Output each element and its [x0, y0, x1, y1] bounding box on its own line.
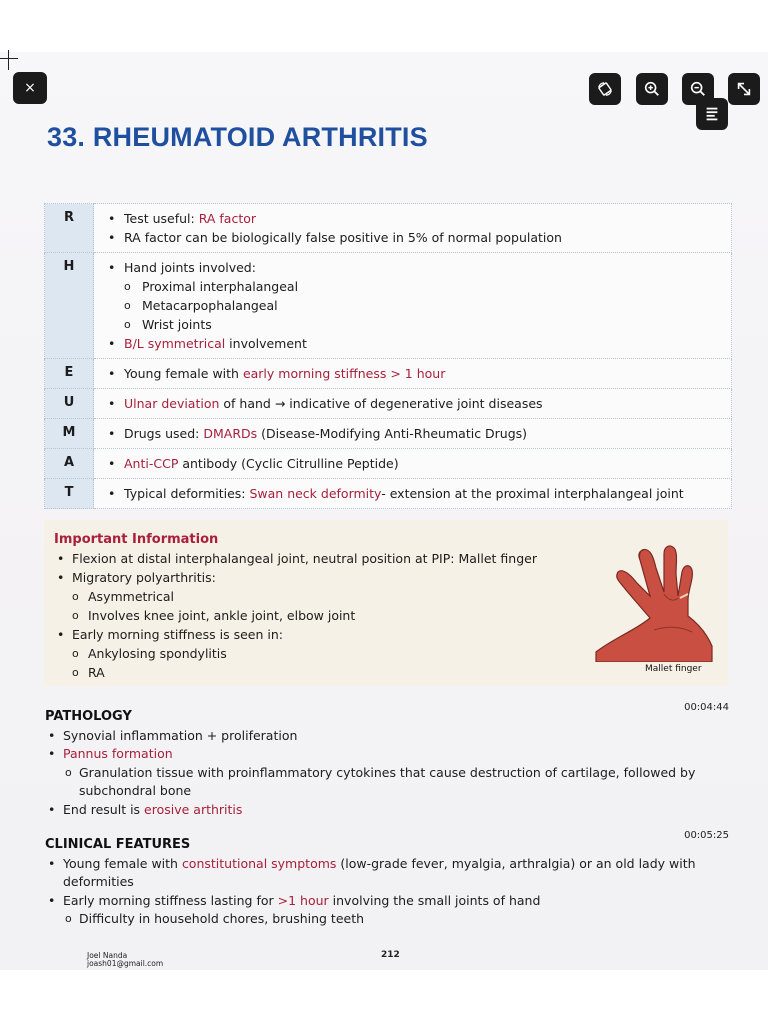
mnemonic-content: [94, 419, 732, 449]
list-item: o Ankylosing spondylitis: [54, 644, 574, 663]
mnemonic-letter: M: [45, 419, 94, 449]
document-page: [0, 52, 768, 970]
table-row: [45, 479, 732, 509]
mnemonic-letter: H: [45, 253, 94, 359]
list-item: • B/L symmetrical involvement: [106, 334, 723, 353]
list-item: • Young female with constitutional symptoms (low-grade fever, myalgia, arthralgia) or an old lady with: [45, 855, 729, 874]
footer-author: [87, 952, 163, 968]
mnemonic-letter: T: [45, 479, 94, 509]
mnemonic-content: [94, 204, 732, 253]
zoom-in-icon: [643, 80, 661, 98]
table-row: [45, 389, 732, 419]
table-row: [45, 359, 732, 389]
list-item: • Drugs used: DMARDs (Disease-Modifying Anti-Rheumatic Drugs): [106, 424, 723, 443]
list-item: o Asymmetrical: [54, 587, 574, 606]
list-item: • Synovial inflammation + proliferation: [45, 727, 729, 746]
list-item: o Wrist joints: [106, 315, 723, 334]
timestamp: 00:05:25: [684, 830, 729, 841]
pathology-section: [45, 702, 729, 819]
list-item-continued: subchondral bone: [79, 783, 192, 798]
mnemonic-table: [44, 203, 732, 509]
table-row: [45, 204, 732, 253]
expand-button[interactable]: [728, 73, 760, 105]
list-item: • Test useful: RA factor: [106, 209, 723, 228]
list-item: o Metacarpophalangeal: [106, 296, 723, 315]
mnemonic-letter: U: [45, 389, 94, 419]
info-title: Important Information: [54, 532, 219, 547]
table-row: [45, 253, 732, 359]
mnemonic-content: [94, 253, 732, 359]
rotate-icon: [596, 80, 614, 98]
list-item: • Flexion at distal interphalangeal joint, neutral position at PIP: Mallet finger: [54, 549, 574, 568]
list-item-continued: deformities: [63, 874, 134, 889]
list-item: o Difficulty in household chores, brushing teeth: [45, 910, 729, 929]
mnemonic-content: [94, 389, 732, 419]
author-email: joash01@gmail.com: [87, 959, 164, 968]
author-name: Joel Nanda: [87, 951, 128, 960]
list-item: • Typical deformities: Swan neck deformity- extension at the proximal interphalangeal joint: [106, 484, 723, 503]
list-item: • Early morning stiffness lasting for >1 hour involving the small joints of hand: [45, 892, 729, 911]
table-row: [45, 419, 732, 449]
mnemonic-content: [94, 359, 732, 389]
list-item: o Involves knee joint, ankle joint, elbow joint: [54, 606, 574, 625]
mnemonic-letter: A: [45, 449, 94, 479]
important-info-box: [44, 520, 728, 686]
mnemonic-content: [94, 479, 732, 509]
image-caption: Mallet finger: [645, 664, 702, 674]
rotate-button[interactable]: [589, 73, 621, 105]
list-item: • Ulnar deviation of hand → indicative of degenerative joint diseases: [106, 394, 723, 413]
mnemonic-letter: R: [45, 204, 94, 253]
info-list: [54, 549, 574, 682]
mallet-finger-image: [584, 534, 714, 662]
clinical-features-section: [45, 830, 729, 929]
list-item: • RA factor can be biologically false positive in 5% of normal population: [106, 228, 723, 247]
list-item: o RA: [54, 663, 574, 682]
close-button[interactable]: [13, 72, 47, 104]
list-item: • Early morning stiffness is seen in:: [54, 625, 574, 644]
list-item: • Young female with early morning stiffness > 1 hour: [106, 364, 723, 383]
list-item: o Proximal interphalangeal: [106, 277, 723, 296]
list-item: • Migratory polyarthritis:: [54, 568, 574, 587]
list-item: • End result is erosive arthritis: [45, 801, 729, 820]
page-number: 212: [381, 950, 400, 960]
list-item: • Hand joints involved:: [106, 258, 723, 277]
crop-mark: [8, 50, 9, 70]
close-icon: ×: [24, 80, 36, 96]
document-outline-button[interactable]: [696, 98, 728, 130]
list-item: • Pannus formation: [45, 745, 729, 764]
list-item: o Granulation tissue with proinflammatory cytokines that cause destruction of cartilage, followed by: [45, 764, 729, 783]
table-row: [45, 449, 732, 479]
document-icon: [703, 105, 721, 123]
section-heading: CLINICAL FEATURES: [45, 837, 191, 852]
list-item: • Anti-CCP antibody (Cyclic Citrulline Peptide): [106, 454, 723, 473]
expand-icon: [735, 80, 753, 98]
mnemonic-letter: E: [45, 359, 94, 389]
mnemonic-content: [94, 449, 732, 479]
section-heading: PATHOLOGY: [45, 709, 132, 724]
zoom-out-icon: [689, 80, 707, 98]
page-title: 33. RHEUMATOID ARTHRITIS: [47, 122, 428, 152]
zoom-in-button[interactable]: [636, 73, 668, 105]
crop-mark: [0, 58, 18, 59]
timestamp: 00:04:44: [684, 702, 729, 713]
